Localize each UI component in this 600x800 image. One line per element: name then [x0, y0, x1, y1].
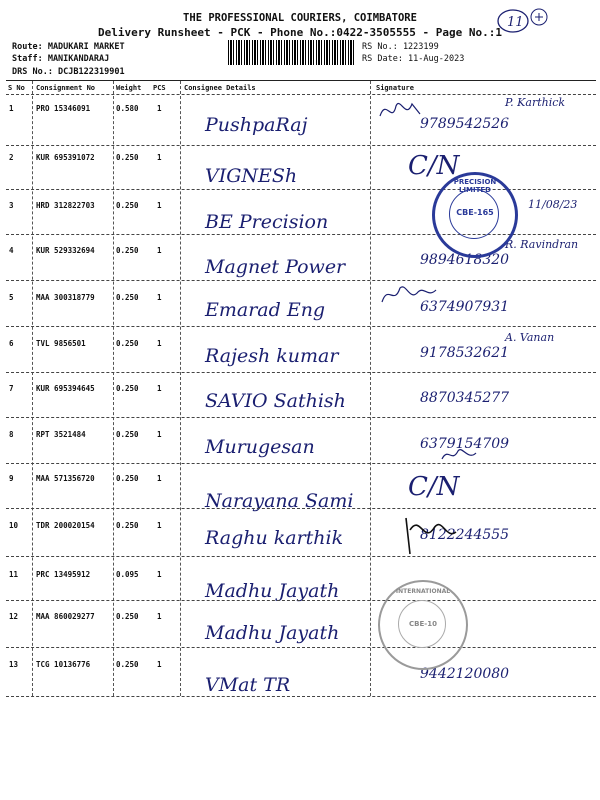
- row-consignee-handwriting: Madhu Jayath: [205, 622, 340, 644]
- row-signature-phone: 9178532621: [420, 345, 510, 361]
- route-label: Route: MADUKARI MARKET: [12, 42, 125, 52]
- row-consignment-no: PRC 13495912: [36, 570, 91, 579]
- row-sno: 7: [9, 384, 14, 393]
- row-signature-phone: 9789542526: [420, 116, 510, 132]
- row-consignment-no: MAA 571356720: [36, 474, 95, 483]
- row-consignee-handwriting: VIGNESh: [205, 165, 298, 187]
- row-weight: 0.250: [116, 660, 139, 669]
- row-sno: 10: [9, 521, 19, 530]
- col-divider: [370, 81, 371, 696]
- row-signature-phone: 9442120080: [420, 666, 510, 682]
- annotation-text: 11: [507, 15, 524, 30]
- row-consignment-no: HRD 312822703: [36, 201, 95, 210]
- row-signature-note: A. Vanan: [505, 331, 555, 344]
- row-divider: [6, 326, 596, 327]
- row-divider: [6, 463, 596, 464]
- row-weight: 0.250: [116, 153, 139, 162]
- barcode: [228, 40, 356, 65]
- row-signature-note: C/N: [408, 151, 460, 181]
- signature-scribble: [378, 280, 448, 310]
- row-sno: 2: [9, 153, 14, 162]
- row-sno: 3: [9, 201, 14, 210]
- row-signature-phone: 9894618320: [420, 252, 510, 268]
- row-weight: 0.250: [116, 384, 139, 393]
- drs-number: DRS No.: DCJB122319901: [12, 67, 125, 77]
- row-consignee-handwriting: Emarad Eng: [205, 299, 326, 321]
- row-consignment-no: MAA 860029277: [36, 612, 95, 621]
- row-sno: 5: [9, 293, 14, 302]
- col-header-consignment: Consignment No: [36, 84, 96, 92]
- row-sno: 11: [9, 570, 19, 579]
- row-pcs: 1: [157, 474, 162, 483]
- row-divider: [6, 600, 596, 601]
- row-pcs: 1: [157, 521, 162, 530]
- col-divider: [32, 81, 33, 696]
- col-header-consignee: Consignee Details: [184, 84, 256, 92]
- col-header-weight: Weight: [116, 84, 142, 92]
- row-consignee-handwriting: Raghu karthik: [205, 527, 344, 549]
- row-pcs: 1: [157, 246, 162, 255]
- row-weight: 0.250: [116, 293, 139, 302]
- row-pcs: 1: [157, 153, 162, 162]
- row-sno: 9: [9, 474, 14, 483]
- row-consignee-handwriting: Narayana Sami: [205, 490, 354, 512]
- col-header-pcs: PCS: [153, 84, 166, 92]
- row-divider: [6, 696, 596, 697]
- row-consignment-no: MAA 300318779: [36, 293, 95, 302]
- row-signature-phone: 8870345277: [420, 390, 510, 406]
- row-consignee-handwriting: Murugesan: [205, 436, 315, 458]
- row-consignee-handwriting: VMat TR: [205, 674, 291, 696]
- col-header-signature: Signature: [376, 84, 414, 92]
- row-consignee-handwriting: Magnet Power: [205, 256, 346, 278]
- row-consignment-no: RPT 3521484: [36, 430, 86, 439]
- signature-scribble: [440, 445, 480, 465]
- row-sno: 12: [9, 612, 19, 621]
- row-consignee-handwriting: Madhu Jayath: [205, 580, 340, 602]
- row-pcs: 1: [157, 612, 162, 621]
- row-signature-note: 11/08/23: [528, 198, 578, 211]
- runsheet-subtitle: Delivery Runsheet - PCK - Phone No.:0422-3505555 - Page No.:1: [98, 26, 502, 39]
- row-signature-note: C/N: [408, 472, 460, 502]
- staff-label: Staff: MANIKANDARAJ: [12, 54, 110, 64]
- col-header-sno: S No: [8, 84, 25, 92]
- row-weight: 0.250: [116, 521, 139, 530]
- row-pcs: 1: [157, 293, 162, 302]
- row-sno: 6: [9, 339, 14, 348]
- row-signature-note: P. Karthick: [505, 96, 566, 109]
- rs-number: RS No.: 1223199: [362, 42, 439, 52]
- international-stamp: INTERNATIONAL CBE-10: [378, 580, 468, 670]
- row-sno: 4: [9, 246, 14, 255]
- row-pcs: 1: [157, 430, 162, 439]
- row-consignment-no: TCG 10136776: [36, 660, 91, 669]
- col-divider: [180, 81, 181, 696]
- row-consignee-handwriting: SAVIO Sathish: [205, 390, 346, 412]
- row-pcs: 1: [157, 660, 162, 669]
- rs-date: RS Date: 11-Aug-2023: [362, 54, 465, 64]
- col-divider: [113, 81, 114, 696]
- row-divider: [6, 145, 596, 146]
- row-divider: [6, 372, 596, 373]
- row-consignment-no: PRO 15346091: [36, 104, 91, 113]
- row-pcs: 1: [157, 384, 162, 393]
- page-annotation-circle: [495, 6, 555, 36]
- row-signature-phone: 6379154709: [420, 436, 510, 452]
- row-weight: 0.250: [116, 201, 139, 210]
- row-pcs: 1: [157, 201, 162, 210]
- row-divider: [6, 280, 596, 281]
- row-signature-note: R. Ravindran: [505, 238, 579, 251]
- row-pcs: 1: [157, 339, 162, 348]
- row-sno: 1: [9, 104, 14, 113]
- company-title: THE PROFESSIONAL COURIERS, COIMBATORE: [183, 12, 417, 24]
- row-consignee-handwriting: PushpaRaj: [205, 114, 308, 136]
- row-signature-phone: 6374907931: [420, 299, 510, 315]
- row-weight: 0.580: [116, 104, 139, 113]
- row-consignment-no: KUR 695391072: [36, 153, 95, 162]
- row-weight: 0.095: [116, 570, 139, 579]
- row-consignment-no: KUR 695394645: [36, 384, 95, 393]
- row-weight: 0.250: [116, 430, 139, 439]
- header-divider: [6, 94, 596, 95]
- precision-stamp: PRECISION LIMITED CBE-165: [432, 172, 518, 258]
- row-divider: [6, 647, 596, 648]
- row-weight: 0.250: [116, 246, 139, 255]
- row-weight: 0.250: [116, 612, 139, 621]
- row-consignee-handwriting: Rajesh kumar: [205, 345, 339, 367]
- row-divider: [6, 417, 596, 418]
- row-signature-phone: 8122244555: [420, 527, 510, 543]
- row-sno: 8: [9, 430, 14, 439]
- row-consignment-no: TVL 9856501: [36, 339, 86, 348]
- row-consignment-no: TDR 200020154: [36, 521, 95, 530]
- row-divider: [6, 508, 596, 509]
- row-weight: 0.250: [116, 474, 139, 483]
- row-sno: 13: [9, 660, 19, 669]
- row-pcs: 1: [157, 104, 162, 113]
- table-top-rule: [6, 80, 596, 81]
- row-divider: [6, 556, 596, 557]
- row-consignment-no: KUR 529332694: [36, 246, 95, 255]
- row-consignee-handwriting: BE Precision: [205, 211, 329, 233]
- signature-scribble: [378, 96, 498, 126]
- row-pcs: 1: [157, 570, 162, 579]
- row-weight: 0.250: [116, 339, 139, 348]
- signature-scribble: [400, 510, 460, 560]
